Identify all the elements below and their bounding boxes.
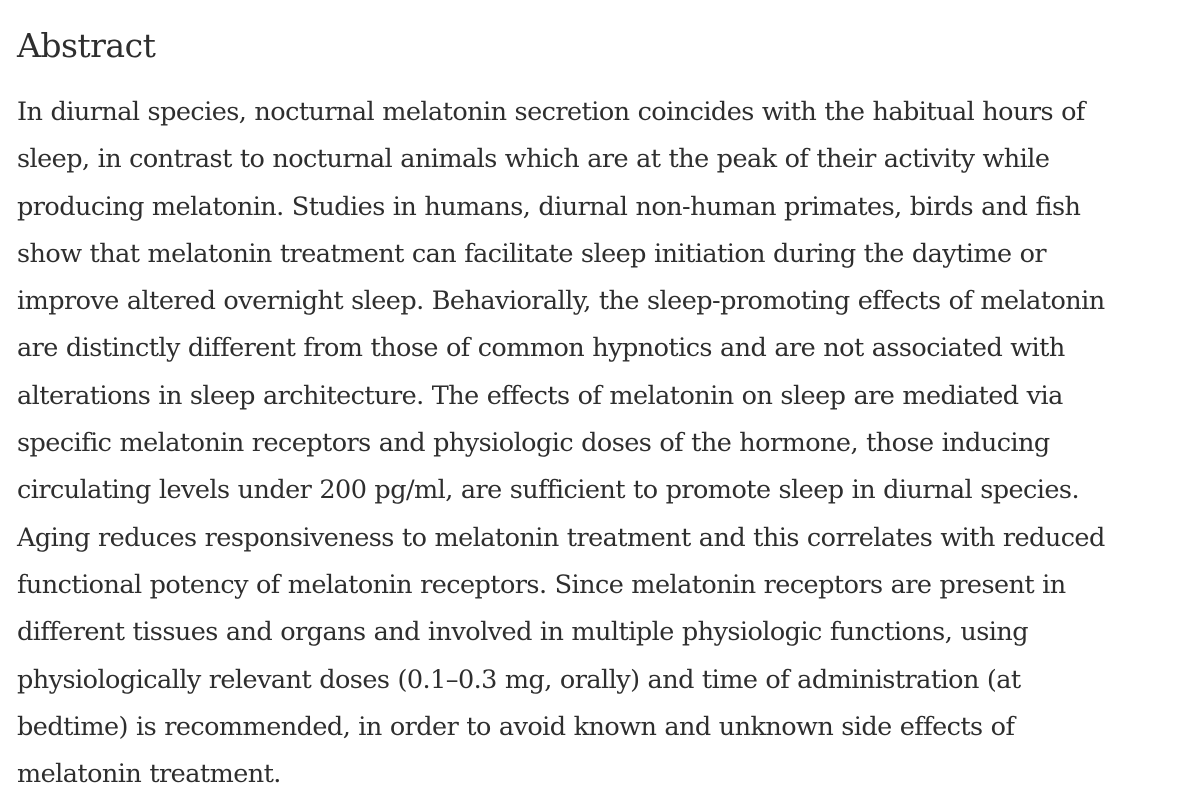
abstract-body [17, 89, 1197, 798]
abstract-line: different tissues and organs and involved in multiple physiologic functions, using [17, 617, 1028, 648]
abstract-line: bedtime) is recommended, in order to avoid known and unknown side effects of [17, 711, 1015, 742]
abstract-line: sleep, in contrast to nocturnal animals which are at the peak of their activity while [17, 144, 1050, 175]
abstract-line: show that melatonin treatment can facilitate sleep initiation during the daytime or [17, 238, 1047, 269]
abstract-line: functional potency of melatonin receptors. Since melatonin receptors are present in [17, 569, 1066, 600]
abstract-section [17, 0, 1197, 798]
abstract-line: circulating levels under 200 pg/ml, are sufficient to promote sleep in diurnal species. [17, 475, 1080, 506]
abstract-line: melatonin treatment. [17, 759, 281, 790]
abstract-line: are distinctly different from those of common hypnotics and are not associated with [17, 333, 1065, 364]
abstract-line: specific melatonin receptors and physiologic doses of the hormone, those inducing [17, 428, 1050, 459]
abstract-line: improve altered overnight sleep. Behaviorally, the sleep-promoting effects of melatonin [17, 286, 1105, 317]
abstract-line: physiologically relevant doses (0.1–0.3 mg, orally) and time of administration (at [17, 664, 1021, 695]
abstract-line: Aging reduces responsiveness to melatonin treatment and this correlates with reduced [17, 522, 1105, 553]
abstract-line: In diurnal species, nocturnal melatonin secretion coincides with the habitual hours of [17, 97, 1085, 127]
abstract-line: alterations in sleep architecture. The effects of melatonin on sleep are mediated via [17, 380, 1063, 411]
abstract-heading: Abstract [17, 26, 156, 65]
abstract-line: producing melatonin. Studies in humans, diurnal non-human primates, birds and fish [17, 191, 1081, 222]
